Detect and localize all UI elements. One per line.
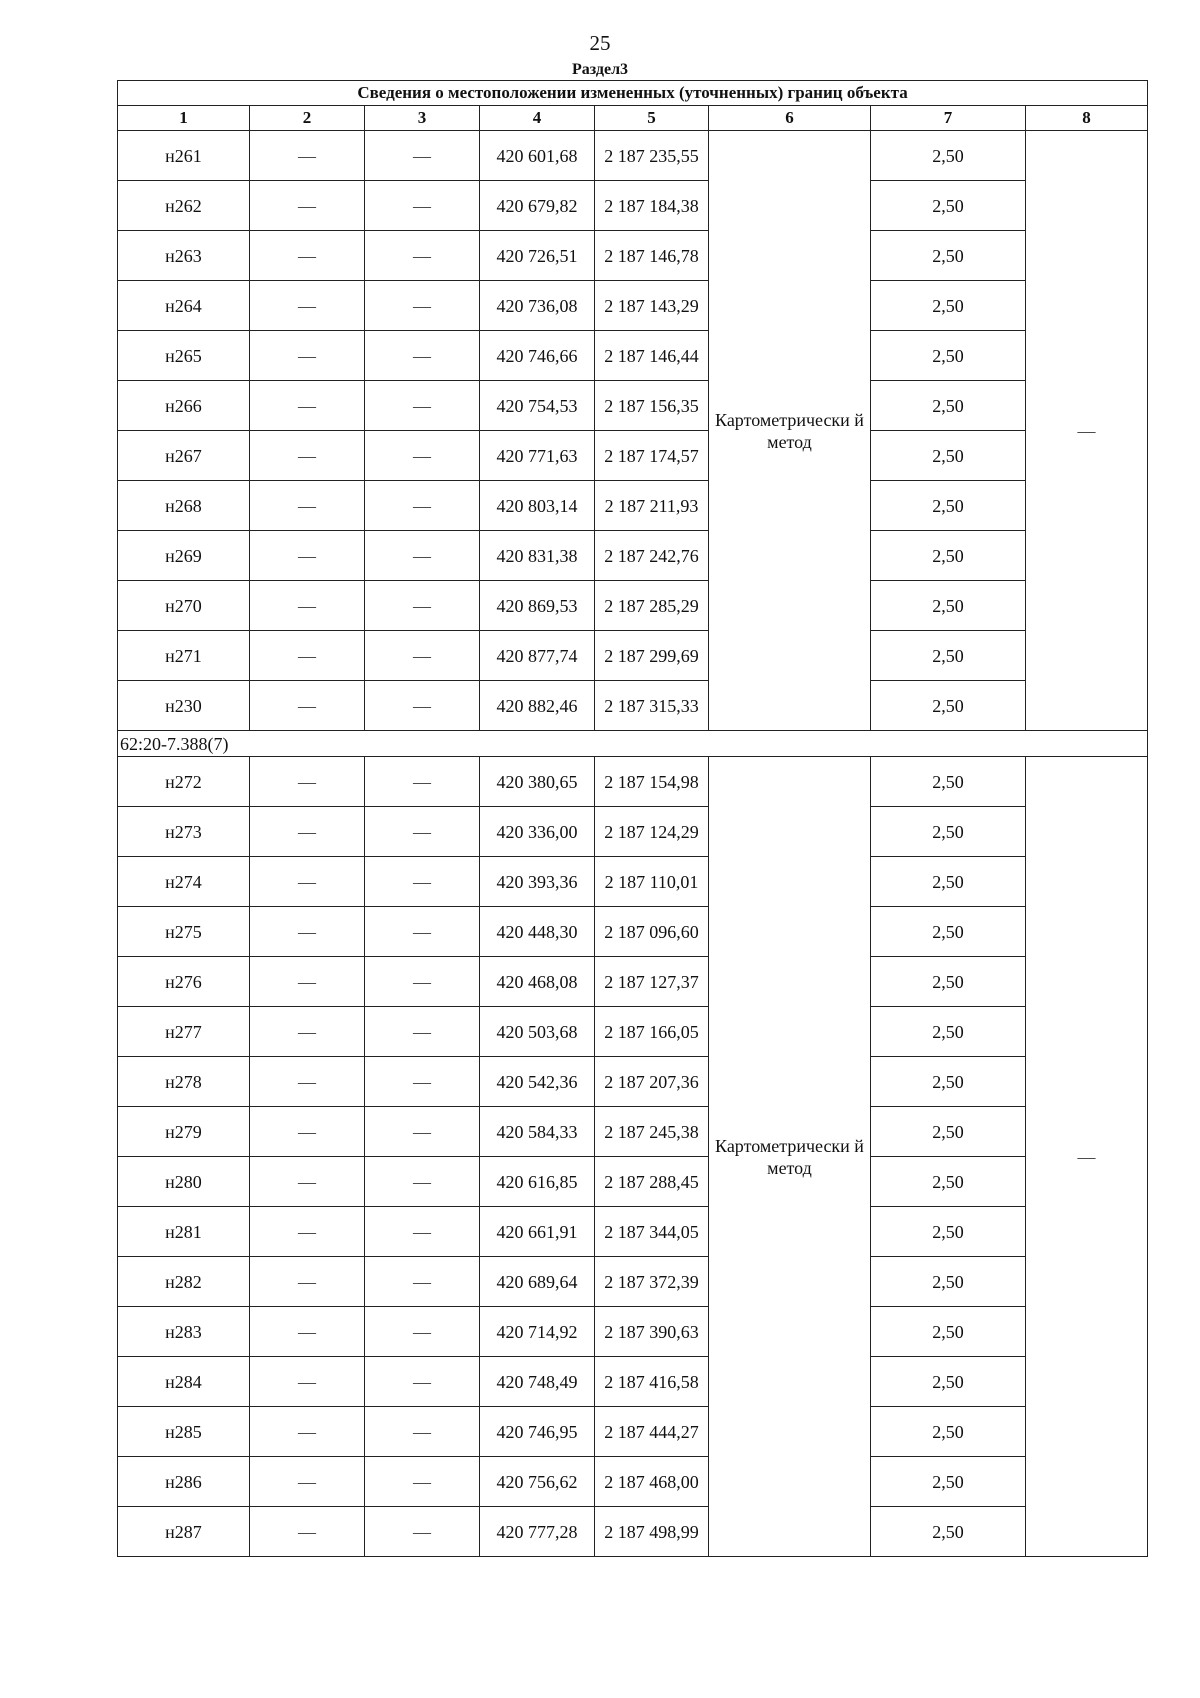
x-coordinate-cell: 420 584,33 xyxy=(480,1107,595,1157)
table-row xyxy=(118,1407,1148,1457)
y-coordinate-cell: 2 187 124,29 xyxy=(595,807,709,857)
x-coordinate-cell: 420 746,95 xyxy=(480,1407,595,1457)
section-title: Раздел3 xyxy=(571,61,629,78)
x-coordinate-cell: 420 736,08 xyxy=(480,281,595,331)
column-2-dash-cell: — xyxy=(250,1457,365,1507)
column-3-dash-cell: — xyxy=(365,531,480,581)
table-row xyxy=(118,857,1148,907)
table-row xyxy=(118,431,1148,481)
table-row xyxy=(118,1307,1148,1357)
column-2-dash-cell: — xyxy=(250,1207,365,1257)
accuracy-cell: 2,50 xyxy=(871,581,1026,631)
y-coordinate-cell: 2 187 344,05 xyxy=(595,1207,709,1257)
table-row xyxy=(118,681,1148,731)
column-2-dash-cell: — xyxy=(250,631,365,681)
point-name-cell: н272 xyxy=(118,757,250,807)
y-coordinate-cell: 2 187 498,99 xyxy=(595,1507,709,1557)
accuracy-cell: 2,50 xyxy=(871,1507,1026,1557)
y-coordinate-cell: 2 187 211,93 xyxy=(595,481,709,531)
point-name-cell: н275 xyxy=(118,907,250,957)
table-row xyxy=(118,1107,1148,1157)
page-number: 25 xyxy=(589,31,611,55)
accuracy-cell: 2,50 xyxy=(871,1457,1026,1507)
point-name-cell: н285 xyxy=(118,1407,250,1457)
column-number: 4 xyxy=(480,106,595,131)
accuracy-cell: 2,50 xyxy=(871,281,1026,331)
point-name-cell: н276 xyxy=(118,957,250,1007)
column-2-dash-cell: — xyxy=(250,1357,365,1407)
point-name-cell: н286 xyxy=(118,1457,250,1507)
column-2-dash-cell: — xyxy=(250,381,365,431)
y-coordinate-cell: 2 187 390,63 xyxy=(595,1307,709,1357)
y-coordinate-cell: 2 187 235,55 xyxy=(595,131,709,181)
column-3-dash-cell: — xyxy=(365,1057,480,1107)
column-8-dash-cell: — xyxy=(1026,757,1148,1557)
x-coordinate-cell: 420 882,46 xyxy=(480,681,595,731)
table-row xyxy=(118,381,1148,431)
accuracy-cell: 2,50 xyxy=(871,1107,1026,1157)
column-3-dash-cell: — xyxy=(365,681,480,731)
column-3-dash-cell: — xyxy=(365,1107,480,1157)
accuracy-cell: 2,50 xyxy=(871,531,1026,581)
y-coordinate-cell: 2 187 146,78 xyxy=(595,231,709,281)
column-2-dash-cell: — xyxy=(250,1107,365,1157)
accuracy-cell: 2,50 xyxy=(871,1357,1026,1407)
x-coordinate-cell: 420 616,85 xyxy=(480,1157,595,1207)
table-caption: Сведения о местоположении измененных (уточненных) границ объекта xyxy=(118,81,1148,106)
x-coordinate-cell: 420 748,49 xyxy=(480,1357,595,1407)
column-3-dash-cell: — xyxy=(365,481,480,531)
x-coordinate-cell: 420 679,82 xyxy=(480,181,595,231)
column-3-dash-cell: — xyxy=(365,581,480,631)
point-name-cell: н277 xyxy=(118,1007,250,1057)
point-name-cell: н269 xyxy=(118,531,250,581)
y-coordinate-cell: 2 187 468,00 xyxy=(595,1457,709,1507)
column-3-dash-cell: — xyxy=(365,857,480,907)
accuracy-cell: 2,50 xyxy=(871,231,1026,281)
column-3-dash-cell: — xyxy=(365,1407,480,1457)
x-coordinate-cell: 420 746,66 xyxy=(480,331,595,381)
column-2-dash-cell: — xyxy=(250,431,365,481)
accuracy-cell: 2,50 xyxy=(871,1257,1026,1307)
column-number: 3 xyxy=(365,106,480,131)
accuracy-cell: 2,50 xyxy=(871,957,1026,1007)
y-coordinate-cell: 2 187 245,38 xyxy=(595,1107,709,1157)
column-3-dash-cell: — xyxy=(365,181,480,231)
point-name-cell: н284 xyxy=(118,1357,250,1407)
accuracy-cell: 2,50 xyxy=(871,1207,1026,1257)
column-2-dash-cell: — xyxy=(250,1307,365,1357)
column-2-dash-cell: — xyxy=(250,231,365,281)
point-name-cell: н267 xyxy=(118,431,250,481)
column-2-dash-cell: — xyxy=(250,1007,365,1057)
column-3-dash-cell: — xyxy=(365,431,480,481)
y-coordinate-cell: 2 187 285,29 xyxy=(595,581,709,631)
column-2-dash-cell: — xyxy=(250,581,365,631)
point-name-cell: н282 xyxy=(118,1257,250,1307)
column-2-dash-cell: — xyxy=(250,1407,365,1457)
column-3-dash-cell: — xyxy=(365,1207,480,1257)
column-2-dash-cell: — xyxy=(250,281,365,331)
column-3-dash-cell: — xyxy=(365,381,480,431)
y-coordinate-cell: 2 187 166,05 xyxy=(595,1007,709,1057)
table-row xyxy=(118,807,1148,857)
table-row xyxy=(118,1257,1148,1307)
column-2-dash-cell: — xyxy=(250,681,365,731)
column-3-dash-cell: — xyxy=(365,1257,480,1307)
coordinates-table-body xyxy=(118,81,1148,1557)
table-row xyxy=(118,481,1148,531)
y-coordinate-cell: 2 187 146,44 xyxy=(595,331,709,381)
table-row xyxy=(118,581,1148,631)
accuracy-cell: 2,50 xyxy=(871,381,1026,431)
column-number: 5 xyxy=(595,106,709,131)
x-coordinate-cell: 420 393,36 xyxy=(480,857,595,907)
x-coordinate-cell: 420 754,53 xyxy=(480,381,595,431)
point-name-cell: н281 xyxy=(118,1207,250,1257)
table-row xyxy=(118,531,1148,581)
point-name-cell: н266 xyxy=(118,381,250,431)
column-2-dash-cell: — xyxy=(250,331,365,381)
x-coordinate-cell: 420 869,53 xyxy=(480,581,595,631)
column-2-dash-cell: — xyxy=(250,1257,365,1307)
y-coordinate-cell: 2 187 444,27 xyxy=(595,1407,709,1457)
column-8-dash-cell: — xyxy=(1026,131,1148,731)
y-coordinate-cell: 2 187 127,37 xyxy=(595,957,709,1007)
table-row xyxy=(118,1157,1148,1207)
accuracy-cell: 2,50 xyxy=(871,331,1026,381)
column-2-dash-cell: — xyxy=(250,1057,365,1107)
x-coordinate-cell: 420 771,63 xyxy=(480,431,595,481)
accuracy-cell: 2,50 xyxy=(871,481,1026,531)
column-3-dash-cell: — xyxy=(365,757,480,807)
table-row xyxy=(118,1007,1148,1057)
table-row xyxy=(118,181,1148,231)
point-name-cell: н271 xyxy=(118,631,250,681)
group-label-row xyxy=(118,731,1148,757)
column-3-dash-cell: — xyxy=(365,1457,480,1507)
accuracy-cell: 2,50 xyxy=(871,1157,1026,1207)
column-3-dash-cell: — xyxy=(365,1357,480,1407)
column-2-dash-cell: — xyxy=(250,481,365,531)
table-row xyxy=(118,1457,1148,1507)
table-row xyxy=(118,1057,1148,1107)
column-2-dash-cell: — xyxy=(250,757,365,807)
accuracy-cell: 2,50 xyxy=(871,1057,1026,1107)
accuracy-cell: 2,50 xyxy=(871,757,1026,807)
x-coordinate-cell: 420 661,91 xyxy=(480,1207,595,1257)
y-coordinate-cell: 2 187 156,35 xyxy=(595,381,709,431)
column-2-dash-cell: — xyxy=(250,807,365,857)
table-row xyxy=(118,1507,1148,1557)
accuracy-cell: 2,50 xyxy=(871,857,1026,907)
accuracy-cell: 2,50 xyxy=(871,681,1026,731)
table-row xyxy=(118,131,1148,181)
point-name-cell: н264 xyxy=(118,281,250,331)
point-name-cell: н283 xyxy=(118,1307,250,1357)
column-2-dash-cell: — xyxy=(250,857,365,907)
coordinates-table xyxy=(117,80,1148,1557)
table-row xyxy=(118,1207,1148,1257)
column-3-dash-cell: — xyxy=(365,1157,480,1207)
column-3-dash-cell: — xyxy=(365,1307,480,1357)
table-caption-row xyxy=(118,81,1148,106)
accuracy-cell: 2,50 xyxy=(871,431,1026,481)
accuracy-cell: 2,50 xyxy=(871,1307,1026,1357)
x-coordinate-cell: 420 803,14 xyxy=(480,481,595,531)
x-coordinate-cell: 420 503,68 xyxy=(480,1007,595,1057)
column-3-dash-cell: — xyxy=(365,231,480,281)
x-coordinate-cell: 420 714,92 xyxy=(480,1307,595,1357)
table-row xyxy=(118,1357,1148,1407)
accuracy-cell: 2,50 xyxy=(871,907,1026,957)
column-number-row xyxy=(118,106,1148,131)
y-coordinate-cell: 2 187 154,98 xyxy=(595,757,709,807)
y-coordinate-cell: 2 187 299,69 xyxy=(595,631,709,681)
y-coordinate-cell: 2 187 416,58 xyxy=(595,1357,709,1407)
y-coordinate-cell: 2 187 242,76 xyxy=(595,531,709,581)
column-3-dash-cell: — xyxy=(365,631,480,681)
column-3-dash-cell: — xyxy=(365,331,480,381)
x-coordinate-cell: 420 336,00 xyxy=(480,807,595,857)
x-coordinate-cell: 420 380,65 xyxy=(480,757,595,807)
y-coordinate-cell: 2 187 288,45 xyxy=(595,1157,709,1207)
accuracy-cell: 2,50 xyxy=(871,631,1026,681)
column-number: 6 xyxy=(709,106,871,131)
column-2-dash-cell: — xyxy=(250,1507,365,1557)
x-coordinate-cell: 420 448,30 xyxy=(480,907,595,957)
x-coordinate-cell: 420 756,62 xyxy=(480,1457,595,1507)
table-row xyxy=(118,907,1148,957)
accuracy-cell: 2,50 xyxy=(871,807,1026,857)
point-name-cell: н279 xyxy=(118,1107,250,1157)
x-coordinate-cell: 420 831,38 xyxy=(480,531,595,581)
column-3-dash-cell: — xyxy=(365,1007,480,1057)
point-name-cell: н278 xyxy=(118,1057,250,1107)
accuracy-cell: 2,50 xyxy=(871,1407,1026,1457)
point-name-cell: н262 xyxy=(118,181,250,231)
x-coordinate-cell: 420 726,51 xyxy=(480,231,595,281)
point-name-cell: н274 xyxy=(118,857,250,907)
column-3-dash-cell: — xyxy=(365,1507,480,1557)
column-number: 8 xyxy=(1026,106,1148,131)
y-coordinate-cell: 2 187 143,29 xyxy=(595,281,709,331)
x-coordinate-cell: 420 877,74 xyxy=(480,631,595,681)
y-coordinate-cell: 2 187 110,01 xyxy=(595,857,709,907)
column-2-dash-cell: — xyxy=(250,1157,365,1207)
x-coordinate-cell: 420 542,36 xyxy=(480,1057,595,1107)
column-number: 2 xyxy=(250,106,365,131)
accuracy-cell: 2,50 xyxy=(871,181,1026,231)
table-row xyxy=(118,757,1148,807)
column-3-dash-cell: — xyxy=(365,131,480,181)
point-name-cell: н230 xyxy=(118,681,250,731)
method-cell: Картометрически й метод xyxy=(709,131,871,731)
x-coordinate-cell: 420 777,28 xyxy=(480,1507,595,1557)
column-number: 1 xyxy=(118,106,250,131)
column-2-dash-cell: — xyxy=(250,531,365,581)
column-3-dash-cell: — xyxy=(365,957,480,1007)
point-name-cell: н280 xyxy=(118,1157,250,1207)
column-2-dash-cell: — xyxy=(250,131,365,181)
x-coordinate-cell: 420 601,68 xyxy=(480,131,595,181)
table-row xyxy=(118,331,1148,381)
group-label: 62:20-7.388(7) xyxy=(118,731,1148,757)
y-coordinate-cell: 2 187 096,60 xyxy=(595,907,709,957)
method-cell: Картометрически й метод xyxy=(709,757,871,1557)
point-name-cell: н268 xyxy=(118,481,250,531)
column-3-dash-cell: — xyxy=(365,907,480,957)
table-row xyxy=(118,957,1148,1007)
table-row xyxy=(118,231,1148,281)
point-name-cell: н273 xyxy=(118,807,250,857)
accuracy-cell: 2,50 xyxy=(871,131,1026,181)
column-2-dash-cell: — xyxy=(250,907,365,957)
y-coordinate-cell: 2 187 174,57 xyxy=(595,431,709,481)
column-2-dash-cell: — xyxy=(250,181,365,231)
point-name-cell: н261 xyxy=(118,131,250,181)
point-name-cell: н265 xyxy=(118,331,250,381)
column-3-dash-cell: — xyxy=(365,807,480,857)
point-name-cell: н270 xyxy=(118,581,250,631)
accuracy-cell: 2,50 xyxy=(871,1007,1026,1057)
table-row xyxy=(118,631,1148,681)
x-coordinate-cell: 420 689,64 xyxy=(480,1257,595,1307)
y-coordinate-cell: 2 187 184,38 xyxy=(595,181,709,231)
y-coordinate-cell: 2 187 372,39 xyxy=(595,1257,709,1307)
x-coordinate-cell: 420 468,08 xyxy=(480,957,595,1007)
y-coordinate-cell: 2 187 207,36 xyxy=(595,1057,709,1107)
column-3-dash-cell: — xyxy=(365,281,480,331)
column-number: 7 xyxy=(871,106,1026,131)
y-coordinate-cell: 2 187 315,33 xyxy=(595,681,709,731)
table-row xyxy=(118,281,1148,331)
point-name-cell: н287 xyxy=(118,1507,250,1557)
column-2-dash-cell: — xyxy=(250,957,365,1007)
point-name-cell: н263 xyxy=(118,231,250,281)
